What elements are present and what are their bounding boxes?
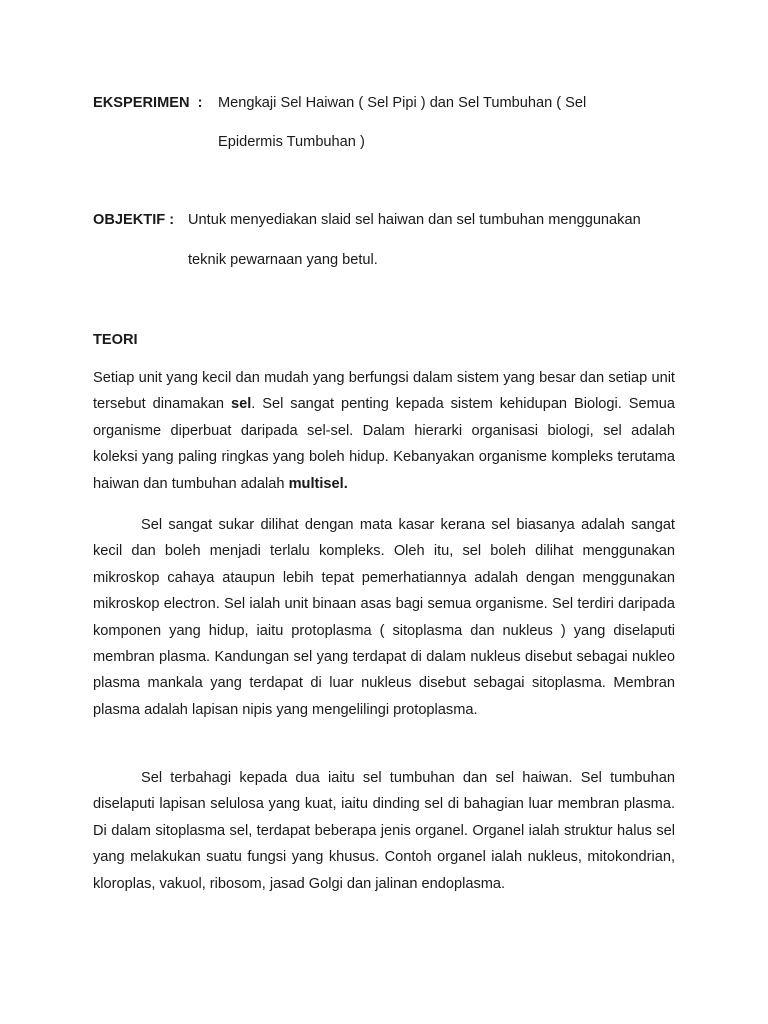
eksperimen-text-line1: Mengkaji Sel Haiwan ( Sel Pipi ) dan Sel Tumbuhan ( Sel bbox=[218, 95, 587, 111]
teori-paragraph-2: Sel sangat sukar dilihat dengan mata kasar kerana sel biasanya adalah sangat kecil dan boleh menjadi terlalu kompleks. Oleh itu, sel boleh dilihat menggunakan mikroskop cahaya ataupun lebih tepat pemerhatiannya adalah dengan menggunakan mikroskop electron. Sel ialah unit binaan asas bagi semua organisme. Sel terdiri daripada komponen yang hidup, iaitu protoplasma ( sitoplasma dan nukleus ) yang diselaputi membran plasma. Kandungan sel yang terdapat di dalam nukleus disebut sebagai nukleo plasma mankala yang terdapat di luar nukleus disebut sebagai sitoplasma. Membran plasma adalah lapisan nipis yang mengelilingi protoplasma. bbox=[93, 517, 675, 718]
teori-paragraph-1 bbox=[93, 365, 675, 497]
teori-p1-text-a: Setiap unit yang kecil dan mudah yang berfungsi dalam sistem yang besar dan setiap unit tersebut dinamakan bbox=[93, 370, 675, 413]
objektif-text-line2: teknik pewarnaan yang betul. bbox=[188, 252, 378, 268]
teori-p1-text-b: . Sel sangat penting kepada sistem kehidupan Biologi. Semua organisme diperbuat daripada sel-sel. Dalam hierarki organisasi biologi, sel adalah koleksi yang paling ringkas yang boleh hidup. Kebanyakan organisme kompleks terutama haiwan dan tumbuhan adalah bbox=[93, 396, 675, 492]
teori-paragraph-3: Sel terbahagi kepada dua iaitu sel tumbuhan dan sel haiwan. Sel tumbuhan diselaputi lapisan selulosa yang kuat, iaitu dinding sel di bahagian luar membran plasma. Di dalam sitoplasma sel, terdapat beberapa jenis organel. Organel ialah struktur halus sel yang melakukan suatu fungsi yang khusus. Contoh organel ialah nukleus, mitokondrian, kloroplas, vakuol, ribosom, jasad Golgi dan jalinan endoplasma. bbox=[93, 770, 675, 892]
teori-heading: TEORI bbox=[93, 332, 138, 348]
objektif-text-line1: Untuk menyediakan slaid sel haiwan dan sel tumbuhan menggunakan bbox=[188, 212, 641, 228]
eksperimen-text-line2: Epidermis Tumbuhan ) bbox=[218, 134, 365, 150]
teori-p1-bold-sel: sel bbox=[230, 396, 252, 413]
teori-p1-bold-multisel: multisel. bbox=[288, 475, 348, 492]
eksperimen-label: EKSPERIMEN : bbox=[93, 95, 203, 111]
objektif-label: OBJEKTIF : bbox=[93, 212, 175, 228]
